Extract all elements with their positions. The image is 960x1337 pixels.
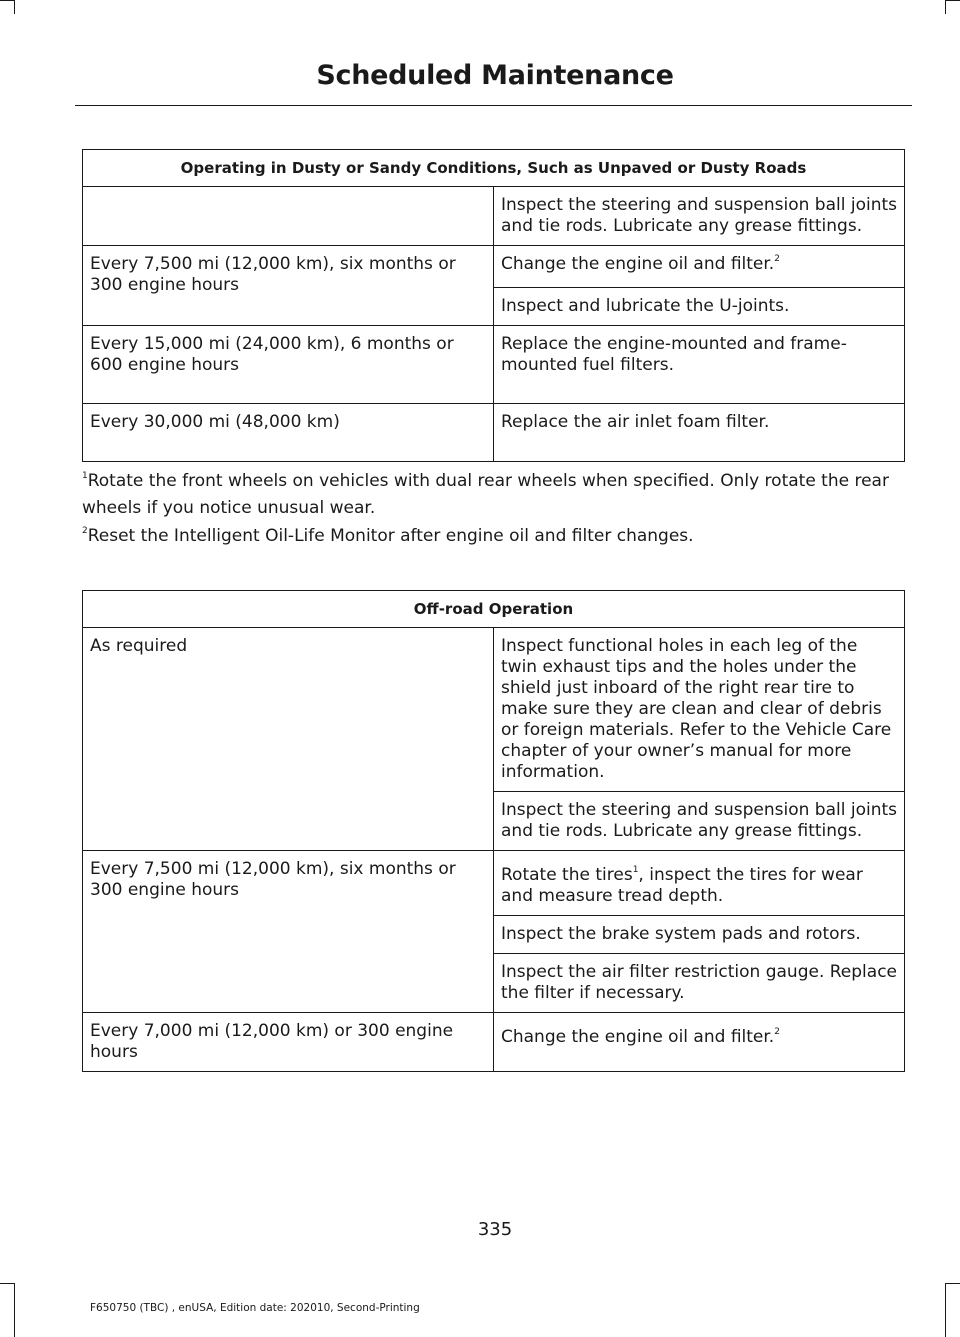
footnote-text: Reset the Intelligent Oil-Life Monitor after engine oil and filter changes. (87, 526, 694, 546)
action-cell: Inspect functional holes in each leg of the twin exhaust tips and the holes under the shield just inboard of the right rear tire to make sure they are clean and clear of debris or foreign materials. Refer to the Vehicle Care chapter of your owner’s manual for more information. (494, 628, 905, 792)
interval-cell (83, 187, 494, 246)
crop-mark-top-right-v (945, 0, 946, 14)
interval-cell: As required (83, 628, 494, 851)
action-text: , inspect the tires for wear and measure tread depth. (501, 865, 863, 906)
crop-mark-top-left (0, 0, 14, 1)
interval-cell: Every 7,000 mi (12,000 km) or 300 engine hours (83, 1013, 494, 1072)
footnote (82, 468, 905, 522)
interval-cell: Every 7,500 mi (12,000 km), six months or 300 engine hours (83, 851, 494, 1013)
action-text: Change the engine oil and filter. (501, 1027, 775, 1047)
interval-cell: Every 7,500 mi (12,000 km), six months or 300 engine hours (83, 246, 494, 326)
crop-mark-bottom-right-h (946, 1283, 960, 1284)
footnote-mark: 2 (82, 526, 88, 536)
table-row (83, 851, 905, 916)
action-cell: Replace the air inlet foam filter. (494, 404, 905, 462)
footnote-ref: 2 (774, 254, 780, 264)
footnote-ref: 2 (774, 1027, 780, 1037)
page-number: 335 (477, 1219, 513, 1240)
crop-mark-top-right (946, 0, 960, 1)
footnote-ref: 1 (632, 865, 639, 875)
action-cell: Inspect and lubricate the U-joints. (494, 288, 905, 326)
interval-cell: Every 30,000 mi (48,000 km) (83, 404, 494, 462)
table-row (83, 246, 905, 288)
action-cell: Inspect the air filter restriction gauge. Replace the filter if necessary. (494, 954, 905, 1013)
table-row (83, 326, 905, 404)
table-header: Operating in Dusty or Sandy Conditions, Such as Unpaved or Dusty Roads (83, 150, 905, 187)
table-row (83, 628, 905, 792)
table-header-row (83, 150, 905, 187)
footnotes (82, 468, 905, 551)
interval-cell: Every 15,000 mi (24,000 km), 6 months or 600 engine hours (83, 326, 494, 404)
footnote-text: Rotate the front wheels on vehicles with dual rear wheels when specified. Only rotate the rear wheels if you notice unusual wear. (82, 471, 889, 518)
action-cell (494, 851, 905, 916)
action-text: Change the engine oil and filter. (501, 254, 775, 274)
action-cell: Replace the engine-mounted and frame-mounted fuel filters. (494, 326, 905, 404)
action-cell: Inspect the steering and suspension ball joints and tie rods. Lubricate any grease fittings. (494, 792, 905, 851)
table-header: Off-road Operation (83, 591, 905, 628)
crop-mark-top-left-v (14, 0, 15, 14)
edition-line: F650750 (TBC) , enUSA, Edition date: 202010, Second-Printing (90, 1302, 420, 1314)
table-header-row (83, 591, 905, 628)
footnote (82, 523, 905, 550)
crop-mark-bottom-right (945, 1283, 946, 1337)
dusty-conditions-table (82, 149, 905, 462)
crop-mark-bottom-left-h (0, 1283, 14, 1284)
action-text: Rotate the tires (501, 865, 633, 885)
page-title: Scheduled Maintenance (316, 60, 674, 91)
action-cell: Inspect the steering and suspension ball joints and tie rods. Lubricate any grease fittings. (494, 187, 905, 246)
table-row (83, 1013, 905, 1072)
footnote-mark: 1 (82, 471, 88, 481)
action-cell (494, 246, 905, 288)
crop-mark-bottom-left (14, 1283, 15, 1337)
table-row (83, 187, 905, 246)
action-cell (494, 1013, 905, 1072)
off-road-table (82, 590, 905, 1072)
action-cell: Inspect the brake system pads and rotors. (494, 916, 905, 954)
title-rule (75, 105, 912, 106)
table-row (83, 404, 905, 462)
